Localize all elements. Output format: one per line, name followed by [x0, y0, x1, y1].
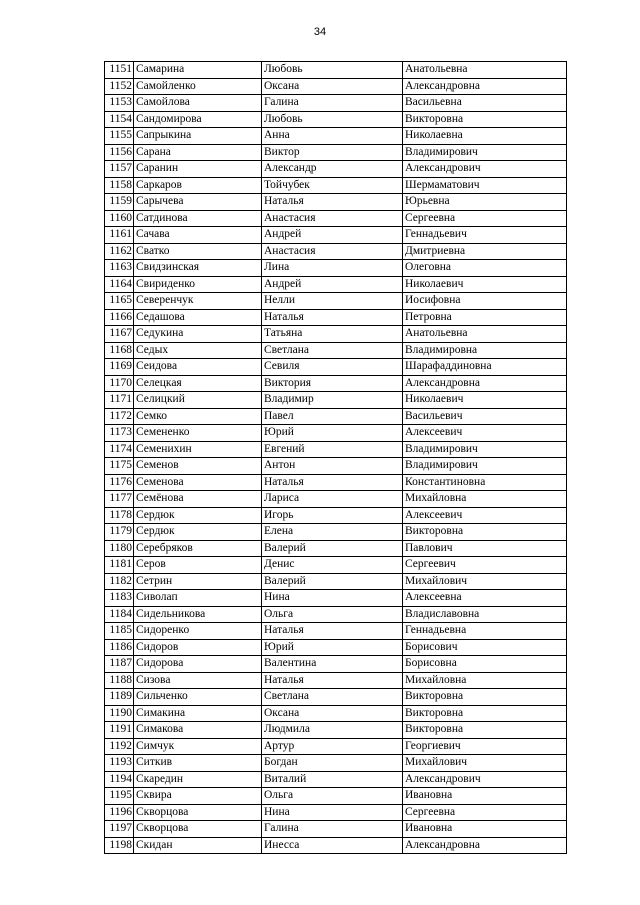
row-number-cell: 1186: [105, 639, 134, 656]
table-row: [105, 375, 567, 392]
row-number-cell: 1160: [105, 210, 134, 227]
table-row: [105, 507, 567, 524]
last-name-cell: Седашова: [134, 309, 262, 326]
first-name-cell: Валерий: [262, 540, 403, 557]
table-row: [105, 639, 567, 656]
last-name-cell: Сетрин: [134, 573, 262, 590]
patronymic-cell: Михайловна: [403, 672, 567, 689]
first-name-cell: Наталья: [262, 623, 403, 640]
first-name-cell: Антон: [262, 458, 403, 475]
table-row: [105, 755, 567, 772]
patronymic-cell: Олеговна: [403, 260, 567, 277]
patronymic-cell: Шарафаддиновна: [403, 359, 567, 376]
patronymic-cell: Алексеевна: [403, 590, 567, 607]
row-number-cell: 1168: [105, 342, 134, 359]
patronymic-cell: Константиновна: [403, 474, 567, 491]
first-name-cell: Юрий: [262, 639, 403, 656]
table-row: [105, 821, 567, 838]
first-name-cell: Ольга: [262, 788, 403, 805]
last-name-cell: Седукина: [134, 326, 262, 343]
last-name-cell: Сватко: [134, 243, 262, 260]
row-number-cell: 1159: [105, 194, 134, 211]
table-row: [105, 722, 567, 739]
row-number-cell: 1153: [105, 95, 134, 112]
last-name-cell: Самойлова: [134, 95, 262, 112]
row-number-cell: 1164: [105, 276, 134, 293]
first-name-cell: Виктор: [262, 144, 403, 161]
row-number-cell: 1155: [105, 128, 134, 145]
table-row: [105, 771, 567, 788]
last-name-cell: Саркаров: [134, 177, 262, 194]
patronymic-cell: Ивановна: [403, 821, 567, 838]
patronymic-cell: Николаевич: [403, 392, 567, 409]
first-name-cell: Артур: [262, 738, 403, 755]
last-name-cell: Сачава: [134, 227, 262, 244]
patronymic-cell: Александрович: [403, 161, 567, 178]
last-name-cell: Семенов: [134, 458, 262, 475]
patronymic-cell: Алексеевич: [403, 507, 567, 524]
first-name-cell: Любовь: [262, 111, 403, 128]
last-name-cell: Седых: [134, 342, 262, 359]
first-name-cell: Светлана: [262, 689, 403, 706]
table-row: [105, 804, 567, 821]
table-row: [105, 144, 567, 161]
first-name-cell: Павел: [262, 408, 403, 425]
last-name-cell: Сидоров: [134, 639, 262, 656]
row-number-cell: 1196: [105, 804, 134, 821]
last-name-cell: Симакина: [134, 705, 262, 722]
row-number-cell: 1185: [105, 623, 134, 640]
row-number-cell: 1163: [105, 260, 134, 277]
last-name-cell: Селецкая: [134, 375, 262, 392]
row-number-cell: 1177: [105, 491, 134, 508]
first-name-cell: Татьяна: [262, 326, 403, 343]
row-number-cell: 1194: [105, 771, 134, 788]
row-number-cell: 1167: [105, 326, 134, 343]
last-name-cell: Серебряков: [134, 540, 262, 557]
patronymic-cell: Викторовна: [403, 111, 567, 128]
patronymic-cell: Владимирович: [403, 144, 567, 161]
table-row: [105, 293, 567, 310]
patronymic-cell: Юрьевна: [403, 194, 567, 211]
first-name-cell: Нина: [262, 804, 403, 821]
row-number-cell: 1172: [105, 408, 134, 425]
table-row: [105, 342, 567, 359]
patronymic-cell: Михайлович: [403, 755, 567, 772]
first-name-cell: Светлана: [262, 342, 403, 359]
first-name-cell: Севиля: [262, 359, 403, 376]
row-number-cell: 1174: [105, 441, 134, 458]
last-name-cell: Сильченко: [134, 689, 262, 706]
row-number-cell: 1190: [105, 705, 134, 722]
patronymic-cell: Владимирович: [403, 458, 567, 475]
table-row: [105, 210, 567, 227]
first-name-cell: Нина: [262, 590, 403, 607]
row-number-cell: 1187: [105, 656, 134, 673]
row-number-cell: 1152: [105, 78, 134, 95]
row-number-cell: 1180: [105, 540, 134, 557]
row-number-cell: 1193: [105, 755, 134, 772]
last-name-cell: Скворцова: [134, 821, 262, 838]
last-name-cell: Симакова: [134, 722, 262, 739]
row-number-cell: 1151: [105, 62, 134, 79]
table-row: [105, 738, 567, 755]
last-name-cell: Свириденко: [134, 276, 262, 293]
first-name-cell: Александр: [262, 161, 403, 178]
row-number-cell: 1169: [105, 359, 134, 376]
last-name-cell: Скворцова: [134, 804, 262, 821]
row-number-cell: 1157: [105, 161, 134, 178]
last-name-cell: Сапрыкина: [134, 128, 262, 145]
first-name-cell: Наталья: [262, 194, 403, 211]
last-name-cell: Сидельникова: [134, 606, 262, 623]
table-row: [105, 524, 567, 541]
last-name-cell: Свидзинская: [134, 260, 262, 277]
table-row: [105, 788, 567, 805]
row-number-cell: 1162: [105, 243, 134, 260]
table-row: [105, 705, 567, 722]
first-name-cell: Лариса: [262, 491, 403, 508]
row-number-cell: 1188: [105, 672, 134, 689]
table-row: [105, 474, 567, 491]
table-row: [105, 276, 567, 293]
last-name-cell: Сидорова: [134, 656, 262, 673]
first-name-cell: Галина: [262, 95, 403, 112]
table-row: [105, 540, 567, 557]
patronymic-cell: Георгиевич: [403, 738, 567, 755]
first-name-cell: Нелли: [262, 293, 403, 310]
patronymic-cell: Сергеевич: [403, 557, 567, 574]
patronymic-cell: Владимировна: [403, 342, 567, 359]
table-row: [105, 326, 567, 343]
table-row: [105, 573, 567, 590]
last-name-cell: Скаредин: [134, 771, 262, 788]
first-name-cell: Лина: [262, 260, 403, 277]
row-number-cell: 1191: [105, 722, 134, 739]
first-name-cell: Евгений: [262, 441, 403, 458]
table-row: [105, 359, 567, 376]
table-row: [105, 656, 567, 673]
first-name-cell: Анастасия: [262, 243, 403, 260]
row-number-cell: 1154: [105, 111, 134, 128]
row-number-cell: 1184: [105, 606, 134, 623]
table-row: [105, 689, 567, 706]
patronymic-cell: Владиславовна: [403, 606, 567, 623]
last-name-cell: Семёнова: [134, 491, 262, 508]
patronymic-cell: Александровна: [403, 375, 567, 392]
first-name-cell: Андрей: [262, 276, 403, 293]
last-name-cell: Селицкий: [134, 392, 262, 409]
patronymic-cell: Дмитриевна: [403, 243, 567, 260]
first-name-cell: Елена: [262, 524, 403, 541]
table-row: [105, 837, 567, 854]
table-row: [105, 194, 567, 211]
patronymic-cell: Шермаматович: [403, 177, 567, 194]
row-number-cell: 1179: [105, 524, 134, 541]
first-name-cell: Тойчубек: [262, 177, 403, 194]
patronymic-cell: Михайлович: [403, 573, 567, 590]
table-row: [105, 128, 567, 145]
first-name-cell: Оксана: [262, 78, 403, 95]
patronymic-cell: Павлович: [403, 540, 567, 557]
patronymic-cell: Викторовна: [403, 524, 567, 541]
table-row: [105, 458, 567, 475]
last-name-cell: Сердюк: [134, 507, 262, 524]
row-number-cell: 1171: [105, 392, 134, 409]
table-row: [105, 177, 567, 194]
patronymic-cell: Алексеевич: [403, 425, 567, 442]
last-name-cell: Сарычева: [134, 194, 262, 211]
first-name-cell: Наталья: [262, 309, 403, 326]
table-row: [105, 78, 567, 95]
first-name-cell: Валентина: [262, 656, 403, 673]
row-number-cell: 1170: [105, 375, 134, 392]
first-name-cell: Любовь: [262, 62, 403, 79]
row-number-cell: 1176: [105, 474, 134, 491]
patronymic-cell: Иосифовна: [403, 293, 567, 310]
table-row: [105, 161, 567, 178]
last-name-cell: Самарина: [134, 62, 262, 79]
table-row: [105, 590, 567, 607]
table-row: [105, 606, 567, 623]
first-name-cell: Владимир: [262, 392, 403, 409]
patronymic-cell: Викторовна: [403, 705, 567, 722]
table-row: [105, 62, 567, 79]
first-name-cell: Андрей: [262, 227, 403, 244]
row-number-cell: 1173: [105, 425, 134, 442]
patronymic-cell: Анатольевна: [403, 326, 567, 343]
row-number-cell: 1178: [105, 507, 134, 524]
table-row: [105, 672, 567, 689]
patronymic-cell: Борисовна: [403, 656, 567, 673]
last-name-cell: Семенихин: [134, 441, 262, 458]
last-name-cell: Сердюк: [134, 524, 262, 541]
table-row: [105, 309, 567, 326]
table-row: [105, 111, 567, 128]
table-row: [105, 491, 567, 508]
first-name-cell: Наталья: [262, 672, 403, 689]
names-table: [104, 61, 567, 854]
table-row: [105, 441, 567, 458]
first-name-cell: Анна: [262, 128, 403, 145]
last-name-cell: Семко: [134, 408, 262, 425]
row-number-cell: 1197: [105, 821, 134, 838]
patronymic-cell: Сергеевна: [403, 210, 567, 227]
last-name-cell: Ситкив: [134, 755, 262, 772]
last-name-cell: Сиволап: [134, 590, 262, 607]
patronymic-cell: Александровна: [403, 837, 567, 854]
last-name-cell: Сеидова: [134, 359, 262, 376]
last-name-cell: Самойленко: [134, 78, 262, 95]
table-row: [105, 95, 567, 112]
patronymic-cell: Анатольевна: [403, 62, 567, 79]
last-name-cell: Сквира: [134, 788, 262, 805]
table-row: [105, 392, 567, 409]
patronymic-cell: Александрович: [403, 771, 567, 788]
patronymic-cell: Михайловна: [403, 491, 567, 508]
first-name-cell: Юрий: [262, 425, 403, 442]
first-name-cell: Оксана: [262, 705, 403, 722]
patronymic-cell: Викторовна: [403, 689, 567, 706]
first-name-cell: Галина: [262, 821, 403, 838]
patronymic-cell: Викторовна: [403, 722, 567, 739]
last-name-cell: Серов: [134, 557, 262, 574]
last-name-cell: Скидан: [134, 837, 262, 854]
row-number-cell: 1175: [105, 458, 134, 475]
row-number-cell: 1192: [105, 738, 134, 755]
row-number-cell: 1189: [105, 689, 134, 706]
patronymic-cell: Васильевич: [403, 408, 567, 425]
row-number-cell: 1161: [105, 227, 134, 244]
last-name-cell: Симчук: [134, 738, 262, 755]
row-number-cell: 1198: [105, 837, 134, 854]
row-number-cell: 1183: [105, 590, 134, 607]
last-name-cell: Сатдинова: [134, 210, 262, 227]
first-name-cell: Виталий: [262, 771, 403, 788]
row-number-cell: 1181: [105, 557, 134, 574]
first-name-cell: Богдан: [262, 755, 403, 772]
patronymic-cell: Ивановна: [403, 788, 567, 805]
first-name-cell: Людмила: [262, 722, 403, 739]
patronymic-cell: Геннадьевич: [403, 227, 567, 244]
row-number-cell: 1158: [105, 177, 134, 194]
last-name-cell: Саранин: [134, 161, 262, 178]
table-row: [105, 408, 567, 425]
last-name-cell: Сидоренко: [134, 623, 262, 640]
table-row: [105, 557, 567, 574]
table-row: [105, 227, 567, 244]
table-row: [105, 243, 567, 260]
last-name-cell: Семененко: [134, 425, 262, 442]
first-name-cell: Ольга: [262, 606, 403, 623]
patronymic-cell: Владимирович: [403, 441, 567, 458]
first-name-cell: Наталья: [262, 474, 403, 491]
first-name-cell: Игорь: [262, 507, 403, 524]
patronymic-cell: Петровна: [403, 309, 567, 326]
row-number-cell: 1195: [105, 788, 134, 805]
patronymic-cell: Николаевна: [403, 128, 567, 145]
last-name-cell: Сарана: [134, 144, 262, 161]
first-name-cell: Валерий: [262, 573, 403, 590]
first-name-cell: Денис: [262, 557, 403, 574]
row-number-cell: 1166: [105, 309, 134, 326]
patronymic-cell: Васильевна: [403, 95, 567, 112]
last-name-cell: Сандомирова: [134, 111, 262, 128]
table-row: [105, 260, 567, 277]
row-number-cell: 1182: [105, 573, 134, 590]
patronymic-cell: Геннадьевна: [403, 623, 567, 640]
patronymic-cell: Сергеевна: [403, 804, 567, 821]
page-number: 34: [313, 26, 327, 38]
row-number-cell: 1156: [105, 144, 134, 161]
first-name-cell: Анастасия: [262, 210, 403, 227]
first-name-cell: Виктория: [262, 375, 403, 392]
last-name-cell: Семенова: [134, 474, 262, 491]
patronymic-cell: Борисович: [403, 639, 567, 656]
last-name-cell: Сизова: [134, 672, 262, 689]
table-row: [105, 623, 567, 640]
patronymic-cell: Николаевич: [403, 276, 567, 293]
patronymic-cell: Александровна: [403, 78, 567, 95]
first-name-cell: Инесса: [262, 837, 403, 854]
row-number-cell: 1165: [105, 293, 134, 310]
last-name-cell: Северенчук: [134, 293, 262, 310]
names-table-body: [105, 62, 567, 854]
table-row: [105, 425, 567, 442]
